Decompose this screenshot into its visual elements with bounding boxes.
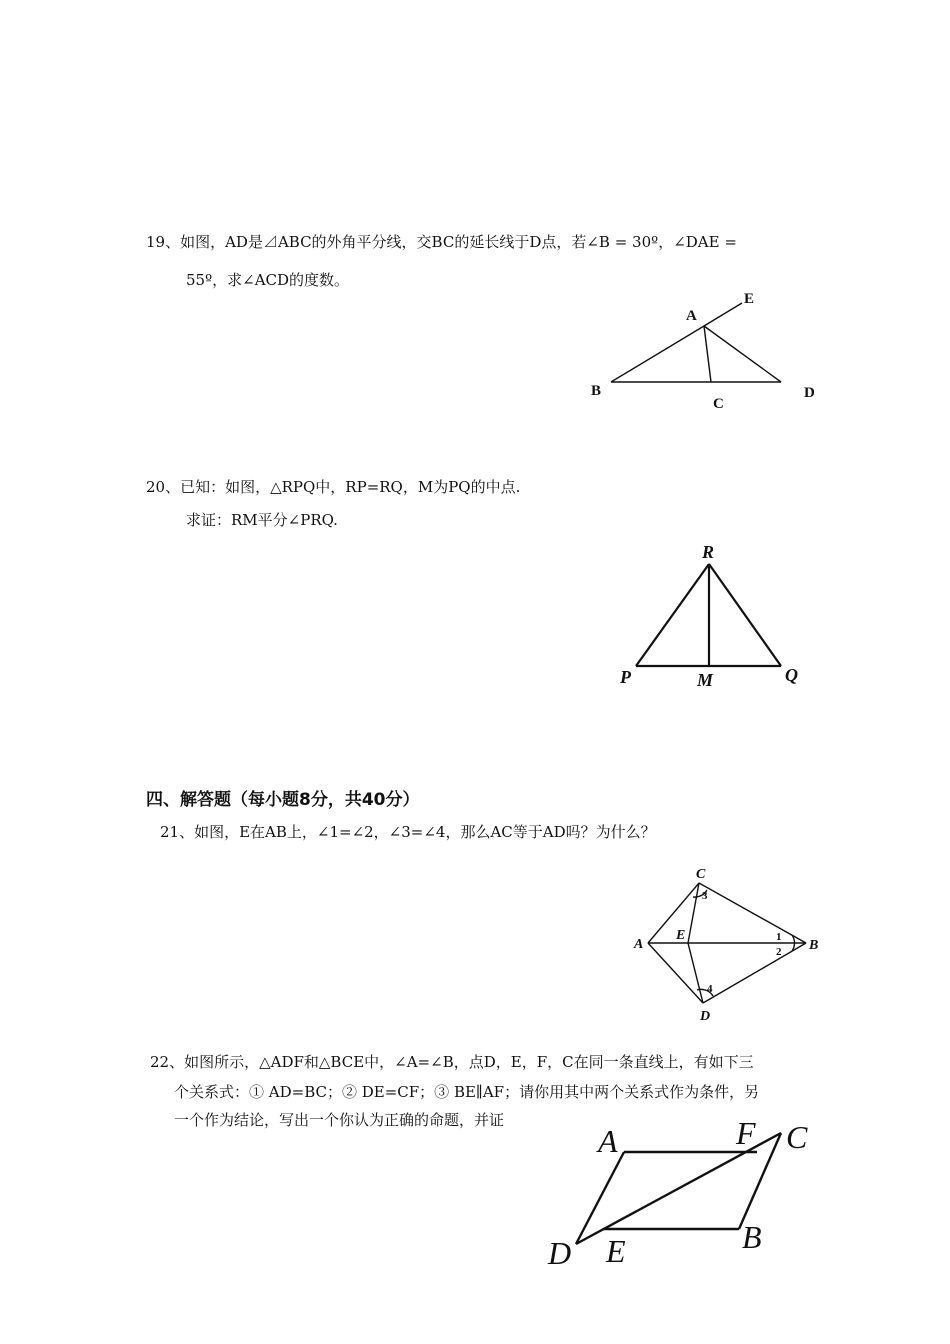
q21-segment-ed bbox=[688, 943, 703, 1003]
q20-segment-rq bbox=[709, 564, 781, 666]
q21-text-line1: 21、如图，E在AB上，∠1=∠2，∠3=∠4，那么AC等于AD吗？为什么？ bbox=[160, 823, 656, 841]
q20-text-line2: 求证：RM平分∠PRQ. bbox=[186, 511, 338, 529]
q22-segment-dc bbox=[576, 1133, 781, 1244]
q22-text-line1: 22、如图所示，△ADF和△BCE中，∠A=∠B，点D，E，F，C在同一条直线上，有如下三 bbox=[150, 1053, 754, 1071]
q21-label-angle-3: 3 bbox=[702, 890, 708, 902]
q22-label-b: B bbox=[742, 1219, 762, 1255]
q22-segment-bc bbox=[739, 1133, 781, 1229]
q19-text-line2: 55º，求∠ACD的度数。 bbox=[186, 271, 350, 289]
q20-label-q: Q bbox=[785, 665, 798, 685]
q21-label-b: B bbox=[809, 938, 819, 953]
q21-segment-ad bbox=[648, 943, 703, 1003]
q19-label-c: C bbox=[713, 396, 724, 412]
q21-angle-arc-c bbox=[693, 890, 707, 897]
q22-text-line2: 个关系式：① AD=BC；② DE=CF；③ BE∥AF；请你用其中两个关系式作为条件，另 bbox=[174, 1083, 760, 1101]
q21-segment-db bbox=[703, 943, 806, 1003]
q19-label-b: B bbox=[591, 383, 602, 399]
q22-label-f: F bbox=[736, 1115, 756, 1151]
q22-segment-ad bbox=[576, 1152, 624, 1244]
q22-label-a: A bbox=[598, 1123, 618, 1159]
q19-segment-ac bbox=[704, 326, 711, 382]
q21-label-c: C bbox=[696, 867, 706, 882]
q20-segment-rp bbox=[636, 564, 709, 666]
q20-label-r: R bbox=[702, 542, 715, 562]
q21-angle-arc-d bbox=[697, 989, 713, 996]
q22-label-e: E bbox=[606, 1233, 626, 1269]
q19-label-d: D bbox=[804, 385, 815, 401]
q21-label-e: E bbox=[676, 928, 686, 943]
section-4-heading: 四、解答题（每小题8分，共40分） bbox=[146, 790, 420, 810]
q19-label-a: A bbox=[686, 308, 697, 324]
q21-label-angle-2: 2 bbox=[776, 946, 782, 958]
q21-label-angle-4: 4 bbox=[707, 983, 713, 995]
q21-label-d: D bbox=[700, 1009, 711, 1024]
q22-label-c: C bbox=[786, 1119, 808, 1155]
q19-segment-ad bbox=[704, 326, 781, 382]
q21-label-angle-1: 1 bbox=[776, 931, 782, 943]
q22-text-line3: 一个作为结论，写出一个你认为正确的命题，并证 bbox=[174, 1111, 505, 1129]
q21-segment-ac bbox=[648, 883, 699, 943]
q19-ray-ae bbox=[704, 303, 742, 326]
q21-segment-cb bbox=[699, 883, 806, 943]
q21-segment-ce bbox=[688, 883, 699, 943]
q19-label-e: E bbox=[744, 291, 755, 307]
q21-label-a: A bbox=[634, 937, 644, 952]
q19-segment-ba bbox=[611, 326, 704, 382]
q21-angle-arc-b bbox=[792, 935, 795, 951]
q22-label-d: D bbox=[548, 1235, 572, 1271]
q19-text-line1: 19、如图，AD是⊿ABC的外角平分线，交BC的延长线于D点，若∠B = 30º，∠DAE = bbox=[146, 233, 737, 251]
q20-label-m: M bbox=[697, 670, 714, 690]
q20-text-line1: 20、已知：如图，△RPQ中，RP=RQ，M为PQ的中点. bbox=[146, 478, 521, 496]
q20-label-p: P bbox=[620, 667, 631, 687]
